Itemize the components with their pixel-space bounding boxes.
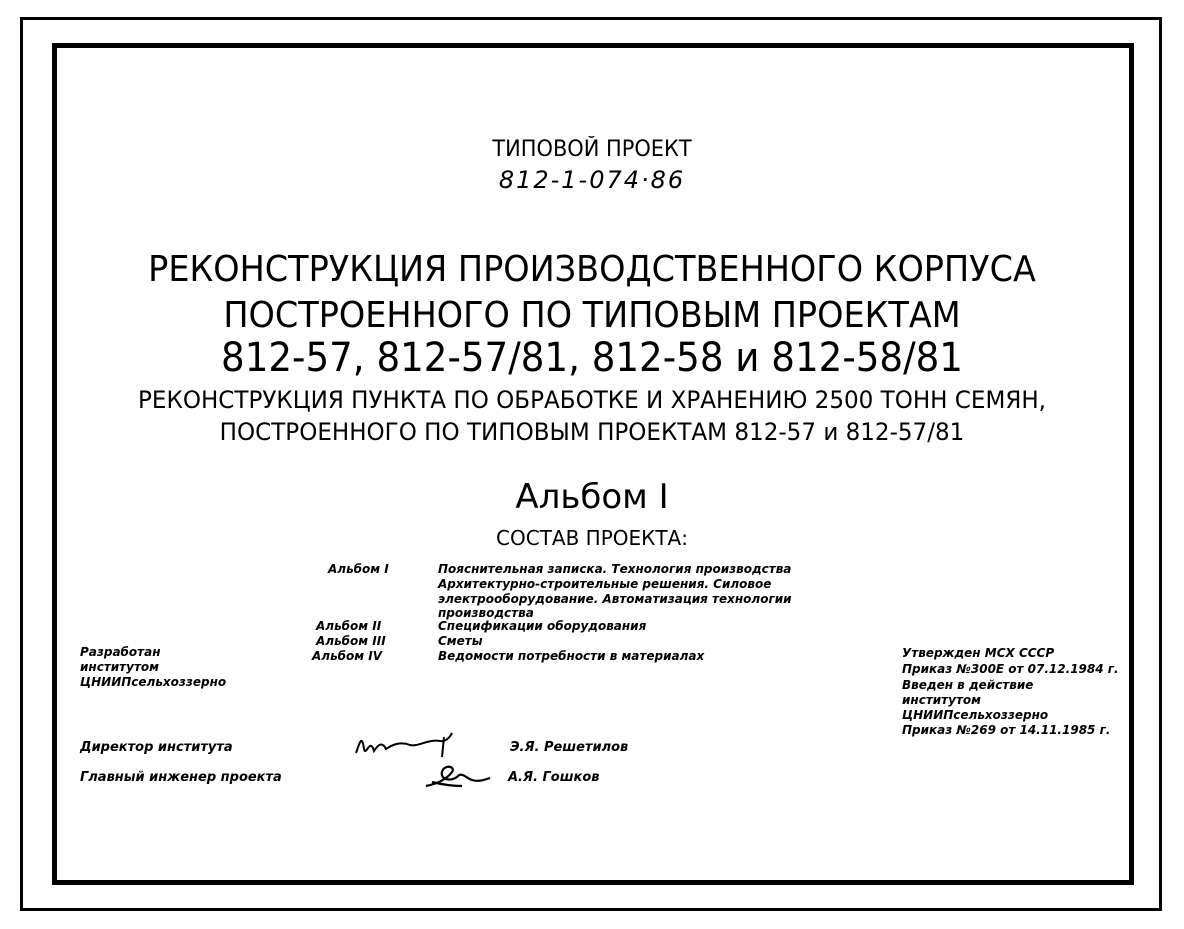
developer-line: Разработан	[80, 645, 161, 659]
contents-album-label: Альбом I	[328, 562, 389, 576]
approval-line: Приказ №300Е от 07.12.1984 г.	[902, 662, 1119, 676]
approval-line: Введен в действие	[902, 678, 1034, 692]
contents-text-line: электрооборудование. Автоматизация технологии	[438, 592, 792, 606]
title-line-2: ПОСТРОЕННОГО ПО ТИПОВЫМ ПРОЕКТАМ	[223, 295, 961, 336]
contents-text-line: Пояснительная записка. Технология производства	[438, 562, 792, 576]
project-code: 812-1-074·86	[498, 166, 686, 194]
chief-engineer-name: А.Я. Гошков	[508, 770, 600, 785]
contents-text-line: Спецификации оборудования	[438, 619, 647, 633]
approval-line: Утвержден МСХ СССР	[902, 646, 1055, 660]
contents-album-label: Альбом II	[316, 619, 382, 633]
director-signature	[352, 727, 462, 761]
contents-heading: СОСТАВ ПРОЕКТА:	[496, 526, 688, 550]
director-role: Директор института	[80, 740, 233, 755]
title-line-3: 812-57, 812-57/81, 812-58 и 812-58/81	[221, 335, 963, 381]
developer-line: ЦНИИПсельхоззерно	[80, 675, 227, 689]
developer-line: институтом	[80, 660, 159, 674]
chief-engineer-signature	[422, 758, 492, 790]
title-line-5: ПОСТРОЕННОГО ПО ТИПОВЫМ ПРОЕКТАМ 812-57 и 812-57/81	[219, 418, 965, 446]
contents-text-line: Ведомости потребности в материалах	[438, 649, 705, 663]
title-line-4: РЕКОНСТРУКЦИЯ ПУНКТА ПО ОБРАБОТКЕ И ХРАНЕНИЮ 2500 ТОНН СЕМЯН,	[138, 386, 1046, 414]
contents-text-line: производства	[438, 606, 534, 620]
contents-album-label: Альбом IV	[312, 649, 383, 663]
contents-text-line: Архитектурно-строительные решения. Силовое	[438, 577, 772, 591]
approval-line: институтом	[902, 693, 981, 707]
chief-engineer-role: Главный инженер проекта	[80, 770, 282, 785]
title-line-1: РЕКОНСТРУКЦИЯ ПРОИЗВОДСТВЕННОГО КОРПУСА	[148, 249, 1036, 290]
project-type-label: ТИПОВОЙ ПРОЕКТ	[492, 137, 692, 162]
contents-album-label: Альбом III	[316, 634, 386, 648]
album-title: Альбом I	[515, 477, 669, 517]
director-name: Э.Я. Решетилов	[510, 740, 629, 755]
contents-text-line: Сметы	[438, 634, 483, 648]
approval-line: Приказ №269 от 14.11.1985 г.	[902, 723, 1111, 737]
approval-line: ЦНИИПсельхоззерно	[902, 708, 1049, 722]
